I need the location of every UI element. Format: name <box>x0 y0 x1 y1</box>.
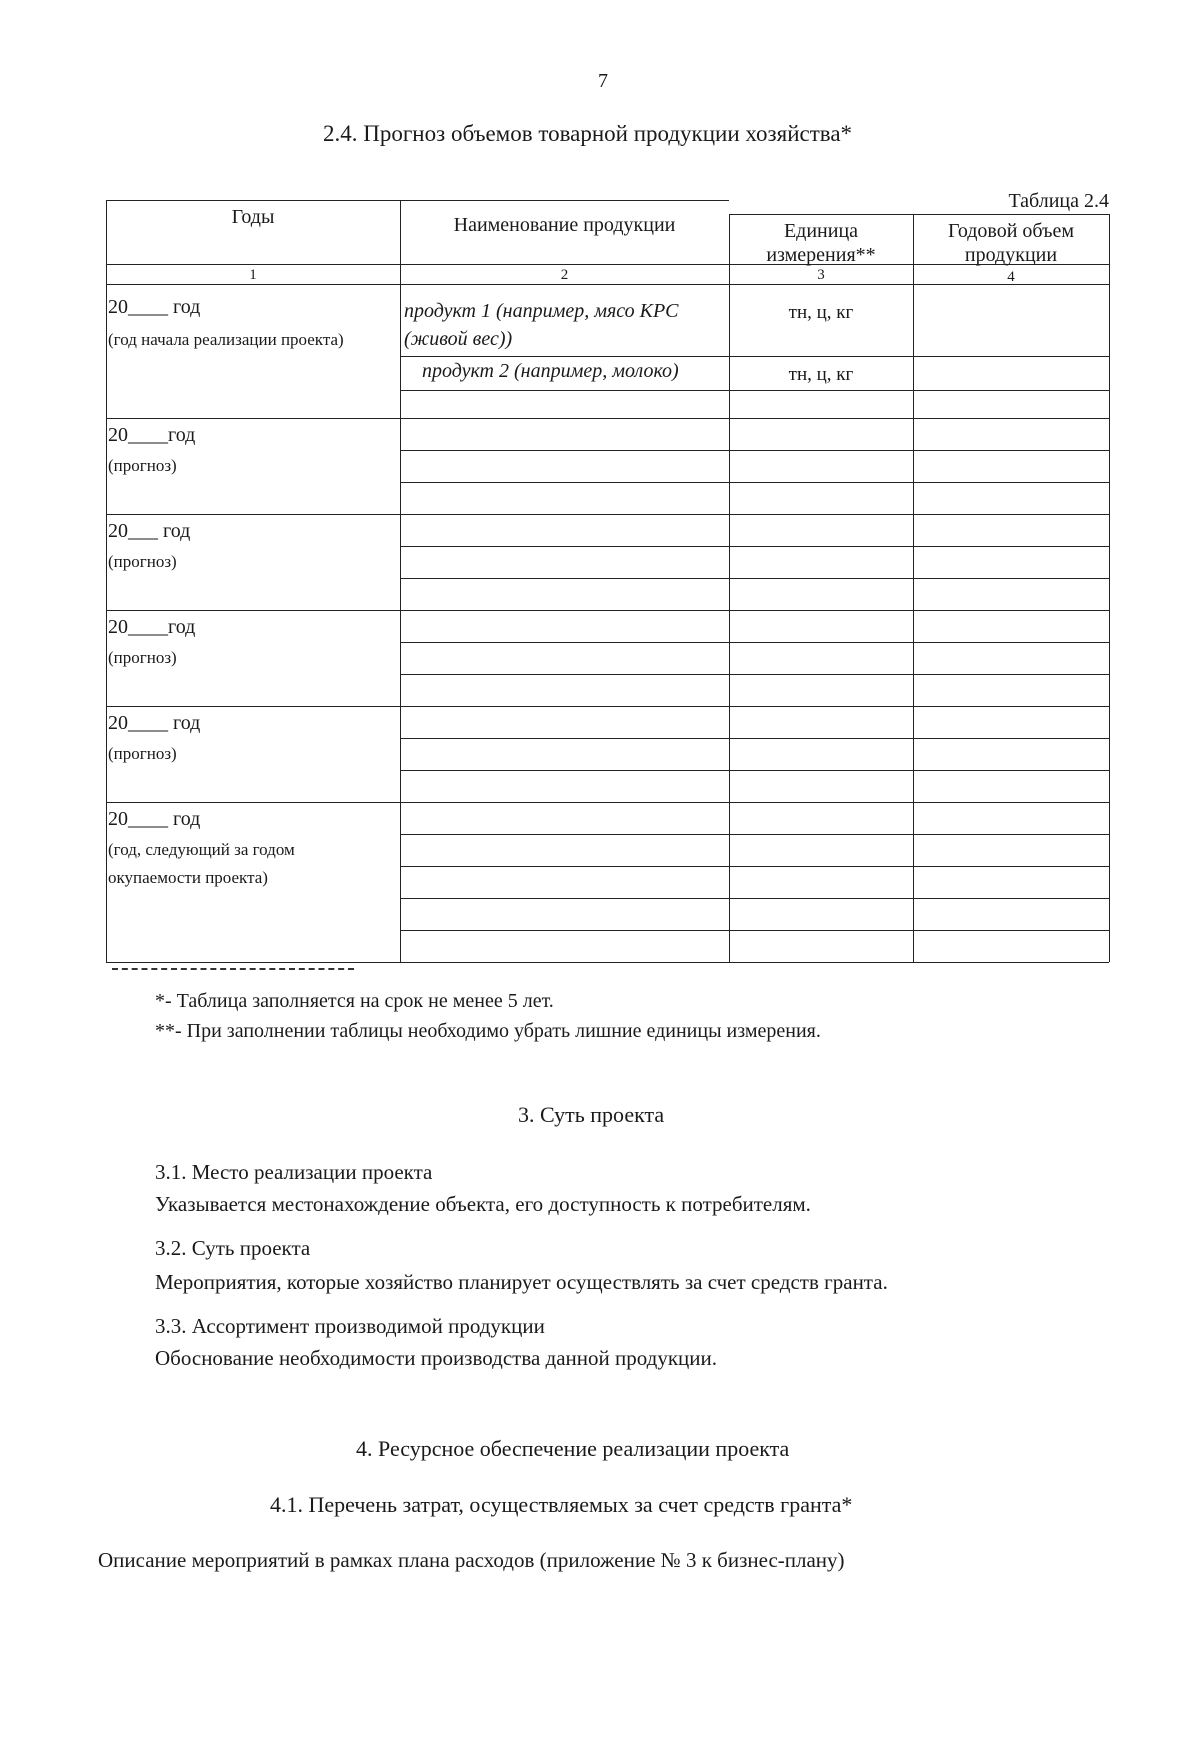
group-note: окупаемости проекта) <box>108 868 268 887</box>
group-divider <box>106 802 1109 803</box>
group-divider <box>106 706 1109 707</box>
page-number: 7 <box>598 70 608 92</box>
section-3-1-title: 3.1. Место реализации проекта <box>155 1160 433 1184</box>
group-note: (год, следующий за годом <box>108 840 295 859</box>
section-3-1-text: Указывается местонахождение объекта, его доступность к потребителям. <box>155 1192 811 1216</box>
product-2: продукт 2 (например, молоко) <box>422 360 679 382</box>
header-unit-line1: Единица <box>783 220 859 242</box>
forecast-table <box>106 200 1109 962</box>
product-1-line2: (живой вес)) <box>404 328 513 350</box>
section-3-3-title: 3.3. Ассортимент производимой продукции <box>155 1314 545 1338</box>
column-number-3: 3 <box>817 267 825 283</box>
table-caption: Таблица 2.4 <box>1008 190 1109 212</box>
footnote-2: **- При заполнении таблицы необходимо убрать лишние единицы измерения. <box>155 1020 821 1042</box>
group-year: 20____год <box>108 616 196 638</box>
section-3-2-text: Мероприятия, которые хозяйство планирует осуществлять за счет средств гранта. <box>155 1270 888 1294</box>
group-note: (год начала реализации проекта) <box>108 330 344 349</box>
group-note: (прогноз) <box>108 456 177 475</box>
group-note: (прогноз) <box>108 552 177 571</box>
header-years: Годы <box>231 206 275 228</box>
footnote-1: *- Таблица заполняется на срок не менее 5 лет. <box>155 990 554 1012</box>
group-year: 20____ год <box>108 712 201 734</box>
group-divider <box>106 418 1109 419</box>
column-number-4: 4 <box>1007 269 1015 285</box>
section-3-3-text: Обоснование необходимости производства данной продукции. <box>155 1346 717 1370</box>
header-volume-line2: продукции <box>964 244 1058 266</box>
unit-1: тн, ц, кг <box>788 302 854 323</box>
unit-2: тн, ц, кг <box>788 364 854 385</box>
table-divider-col1 <box>400 200 401 962</box>
group-note: (прогноз) <box>108 744 177 763</box>
product-1-line1: продукт 1 (например, мясо КРС <box>404 300 679 322</box>
table-divider-col3 <box>913 214 914 962</box>
header-product-name: Наименование продукции <box>453 214 676 236</box>
group-year: 20____ год <box>108 808 201 830</box>
section-4-description: Описание мероприятий в рамках плана расходов (приложение № 3 к бизнес-плану) <box>98 1548 845 1572</box>
section-3-2-title: 3.2. Суть проекта <box>155 1236 311 1260</box>
group-divider <box>106 514 1109 515</box>
group-divider <box>106 610 1109 611</box>
group-year: 20____год <box>108 424 196 446</box>
table-border-top <box>106 200 729 201</box>
table-border-top-right <box>729 214 1109 215</box>
header-volume-line1: Годовой объем <box>948 220 1074 242</box>
section-2-4-title: 2.4. Прогноз объемов товарной продукции хозяйства* <box>323 121 853 146</box>
column-number-1: 1 <box>249 267 257 283</box>
table-border-right <box>1109 214 1110 962</box>
table-border-bottom <box>106 962 1109 963</box>
group-year: 20___ год <box>108 520 191 542</box>
column-number-2: 2 <box>560 267 569 283</box>
group-note: (прогноз) <box>108 648 177 667</box>
table-border-left <box>106 200 107 962</box>
header-unit-line2: измерения** <box>766 244 876 266</box>
section-4-1-title: 4.1. Перечень затрат, осуществляемых за счет средств гранта* <box>270 1492 853 1517</box>
section-4-title: 4. Ресурсное обеспечение реализации проекта <box>356 1436 790 1461</box>
footnote-separator <box>112 968 354 970</box>
section-3-title: 3. Суть проекта <box>518 1102 665 1127</box>
table-divider-col2 <box>729 214 730 962</box>
group-year: 20____ год <box>108 296 201 318</box>
